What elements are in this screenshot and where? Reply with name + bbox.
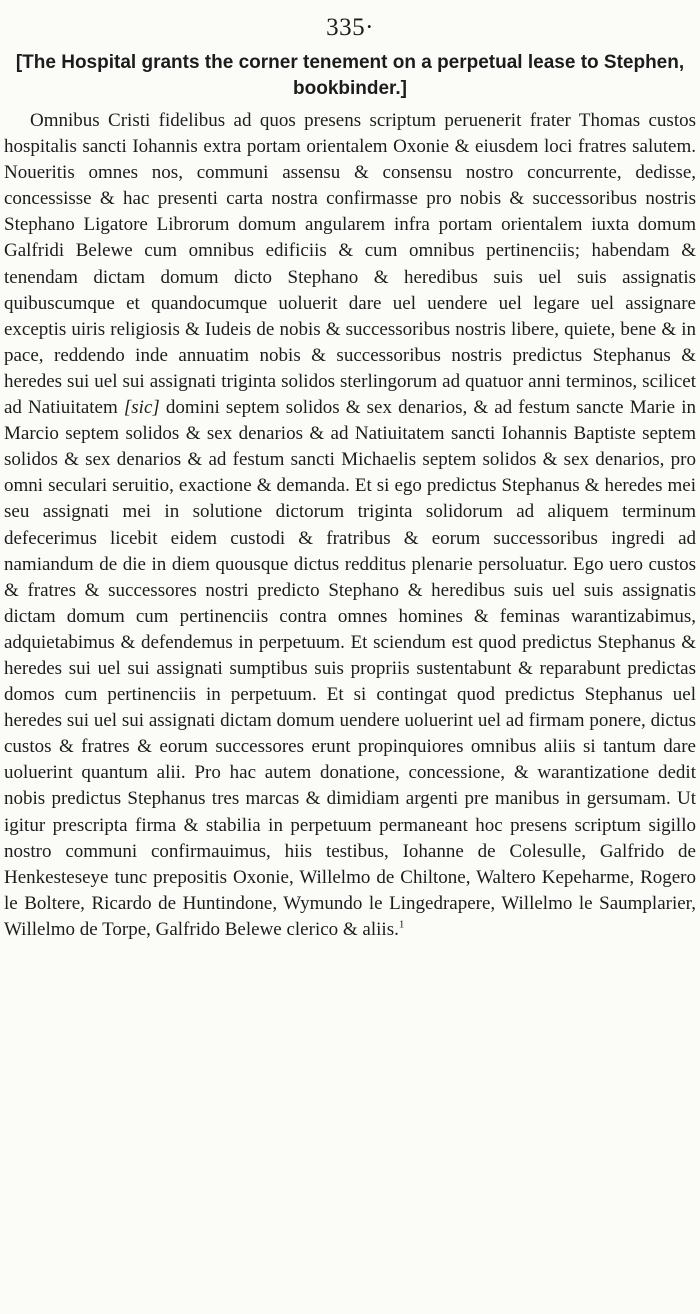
sic-annotation: [sic] (123, 397, 160, 419)
charter-text (4, 108, 696, 943)
page-number: 335· (326, 14, 374, 41)
document-heading: [The Hospital grants the corner tenement on a perpetual lease to Stephen, bookbinder.] (15, 52, 685, 99)
charter-text-part-2: domini septem solidos & sex denarios, & ad festum sancte Marie in Marcio septem solidos & sex denarios & ad Natiuitatem sancti Iohannis Baptiste septem solidos & sex denarios & ad festum sancti Michaelis septem solidos & sex denarios, pro omni seculari seruitio, exactione & demanda. Et si ego predictus Stephanus & heredes mei seu assignati mei in solutione dictorum triginta solidorum ad aliquem terminum defecerimus licebit eidem custodi & fratribus & eorum successoribus ingredi ad namiandum de die in diem quousque dictus redditus plenarie persoluatur. Ego uero custos & fratres & successores nostri predicto Stephano & heredibus suis uel suis assignatis dictam domum cum pertinenciis contra omnes homines & feminas warantizabimus, adquietabimus & defendemus in perpetuum. Et sciendum est quod predictus Stephanus & heredes sui uel sui assignati sumptibus suis propriis sustentabunt & reparabunt predictas domos cum pertinenciis in perpetuum. Et si contingat quod predictus Stephanus uel heredes sui uel sui assignati dictam domum uendere uoluerint uel ad firmam ponere, dictus custos & fratres & eorum successores erunt propinquiores omnibus aliis si tantum dare uoluerint quantum alii. Pro hac autem donatione, concessione, & warantizatione dedit nobis predictus Stephanus tres marcas & dimidiam argenti pre manibus in gersumam. Ut igitur prescripta firma & stabilia in perpetuum permaneant hoc presens scriptum sigillo nostro communi confirmauimus, hiis testibus, Iohanne de Colesulle, Galfrido de Henkesteseye tunc prepositis Oxonie, Willelmo de Chiltone, Waltero Kepeharme, Rogero le Boltere, Ricardo de Huntindone, Wymundo le Lingedrapere, Willelmo le Saumplarier, Willelmo de Torpe, Galfrido Belewe clerico & aliis. (4, 397, 696, 940)
footnote-reference[interactable]: 1 (398, 918, 405, 931)
charter-text-part-1: Omnibus Cristi fidelibus ad quos presens scriptum peruenerit frater Thomas custos hospitalis sancti Iohannis extra portam orientalem Oxonie & eiusdem loci fratres salutem. Noueritis omnes nos, communi assensu & consensu nostro concurrente, dedisse, concessisse & hac presenti carta nostra confirmasse pro nobis & successoribus nostris Stephano Ligatore Librorum domum angularem infra portam orientalem iuxta domum Galfridi Belewe cum omnibus edificiis & cum omnibus pertinenciis; habendam & tenendam dictam domum dicto Stephano & heredibus suis uel suis assignatis quibuscumque et quandocumque uoluerit dare uel uendere uel legare uel assignare exceptis uiris religiosis & Iudeis de nobis & successoribus nostris libere, quiete, bene & in pace, reddendo inde annuatim nobis & successoribus nostris predictus Stephanus & heredes sui uel sui assignati triginta solidos sterlingorum ad quatuor anni terminos, scilicet ad Natiuitatem (4, 110, 696, 419)
